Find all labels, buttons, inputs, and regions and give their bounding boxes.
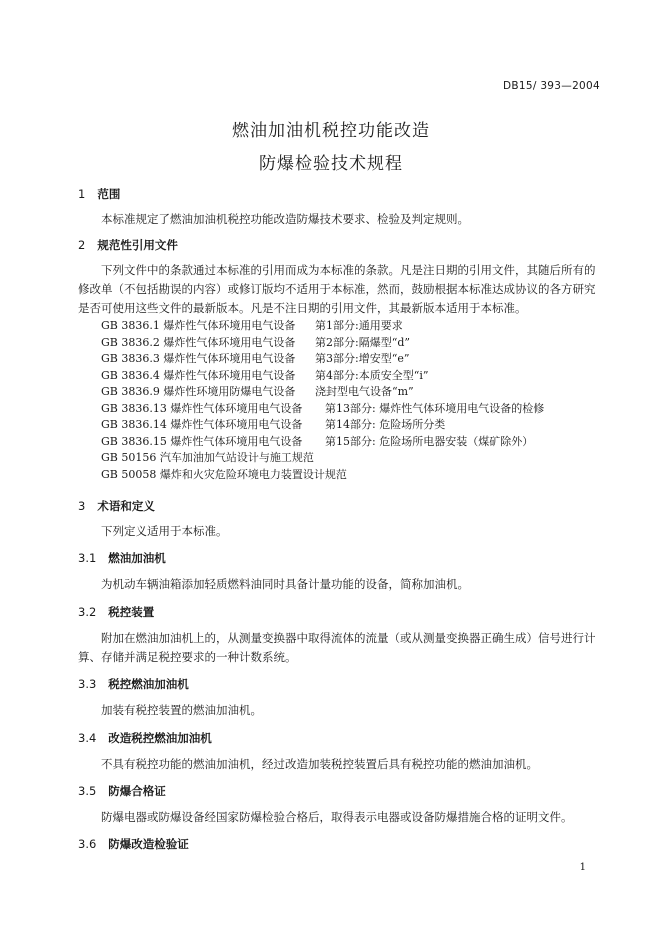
section-3-body: 下列定义适用于本标准。	[101, 524, 228, 538]
section-3-5-body: 防爆电器或防爆设备经国家防爆检验合格后，取得表示电器或设备防爆措施合格的证明文件。	[101, 810, 573, 824]
standard-number: DB15/ 393—2004	[503, 80, 600, 92]
reference-part: 第2部分:隔爆型“d”	[315, 335, 410, 349]
reference-code: GB 3836.2 爆炸性气体环境用电气设备	[101, 335, 296, 349]
reference-code: GB 3836.4 爆炸性气体环境用电气设备	[101, 368, 296, 382]
section-3-2-body: 附加在燃油加油机上的，从测量变换器中取得流体的流量（或从测量变换器正确生成）信号进行计算、存储并满足税控要求的一种计数系统。	[78, 631, 596, 664]
reference-part: 第4部分:本质安全型“i”	[315, 368, 429, 382]
reference-item	[101, 417, 600, 434]
reference-code: GB 3836.15 爆炸性气体环境用电气设备	[101, 434, 303, 448]
section-3-1-heading	[78, 550, 600, 566]
section-number: 2	[78, 238, 86, 252]
reference-part: 第3部分:增安型“e”	[315, 352, 410, 365]
section-3-3-heading	[78, 676, 600, 692]
reference-item	[101, 318, 600, 335]
reference-code: GB 50156 汽车加油加气站设计与施工规范	[101, 451, 314, 464]
section-number: 3.1	[78, 551, 97, 565]
reference-item	[101, 434, 600, 451]
section-number: 1	[78, 187, 86, 201]
section-title: 防爆改造检验证	[108, 837, 189, 851]
section-title: 燃油加油机	[108, 551, 166, 565]
document-title-line1: 燃油加油机税控功能改造	[232, 121, 430, 141]
section-3-2-heading	[78, 604, 600, 620]
reference-part: 浇封型电气设备“m”	[315, 385, 414, 398]
section-3-1-body: 为机动车辆油箱添加轻质燃料油同时具备计量功能的设备，简称加油机。	[101, 577, 469, 591]
reference-item	[101, 401, 600, 418]
reference-part: 第15部分: 危险场所电器安装（煤矿除外）	[325, 434, 534, 448]
section-3-3-body: 加装有税控装置的燃油加油机。	[101, 703, 262, 717]
section-number: 3.2	[78, 605, 97, 619]
section-3-4-body: 不具有税控功能的燃油加油机，经过改造加装税控装置后具有税控功能的燃油加油机。	[101, 757, 538, 771]
section-number: 3.4	[78, 731, 97, 745]
section-3-6-heading	[78, 836, 600, 852]
section-1-body: 本标准规定了燃油加油机税控功能改造防爆技术要求、检验及判定规则。	[101, 212, 469, 226]
section-title: 范围	[97, 187, 121, 201]
reference-part: 第13部分: 爆炸性气体环境用电气设备的检修	[325, 401, 545, 415]
section-2-body: 下列文件中的条款通过本标准的引用而成为本标准的条款。凡是注日期的引用文件，其随后所有的修改单（不包括勘误的内容）或修订版均不适用于本标准，然而，鼓励根据本标准达成协议的各方研究是否可使用这些文件的最新版本。凡是不注日期的引用文件，其最新版本适用于本标准。	[78, 263, 596, 315]
reference-item	[101, 384, 600, 401]
reference-part: 第1部分:通用要求	[315, 319, 403, 332]
reference-code: GB 3836.3 爆炸性气体环境用电气设备	[101, 352, 296, 365]
page-number: 1	[579, 862, 586, 873]
section-title: 改造税控燃油加油机	[108, 731, 212, 745]
section-number: 3.5	[78, 784, 97, 798]
reference-part: 第14部分: 危险场所分类	[325, 418, 446, 431]
document-body	[78, 180, 600, 852]
section-number: 3.6	[78, 837, 97, 851]
document-title-line2: 防爆检验技术规程	[259, 154, 403, 174]
section-1-heading	[78, 186, 600, 202]
normative-reference-list	[78, 318, 600, 483]
reference-item	[101, 368, 600, 385]
reference-code: GB 3836.1 爆炸性气体环境用电气设备	[101, 319, 296, 332]
section-title: 防爆合格证	[108, 784, 166, 798]
section-number: 3.3	[78, 677, 97, 691]
reference-item	[101, 467, 600, 484]
section-title: 术语和定义	[97, 499, 155, 513]
section-number: 3	[78, 499, 86, 513]
section-title: 税控装置	[108, 605, 155, 619]
section-title: 规范性引用文件	[97, 238, 178, 252]
section-3-heading	[78, 498, 600, 514]
reference-code: GB 3836.9 爆炸性环境用防爆电气设备	[101, 385, 296, 398]
section-title: 税控燃油加油机	[108, 677, 189, 691]
section-3-5-heading	[78, 783, 600, 799]
section-3-4-heading	[78, 730, 600, 746]
reference-code: GB 3836.13 爆炸性气体环境用电气设备	[101, 401, 303, 415]
section-2-heading	[78, 237, 600, 253]
reference-code: GB 3836.14 爆炸性气体环境用电气设备	[101, 418, 303, 431]
reference-code: GB 50058 爆炸和火灾危险环境电力装置设计规范	[101, 467, 347, 481]
reference-item	[101, 335, 600, 352]
reference-item	[101, 450, 600, 467]
reference-item	[101, 351, 600, 368]
